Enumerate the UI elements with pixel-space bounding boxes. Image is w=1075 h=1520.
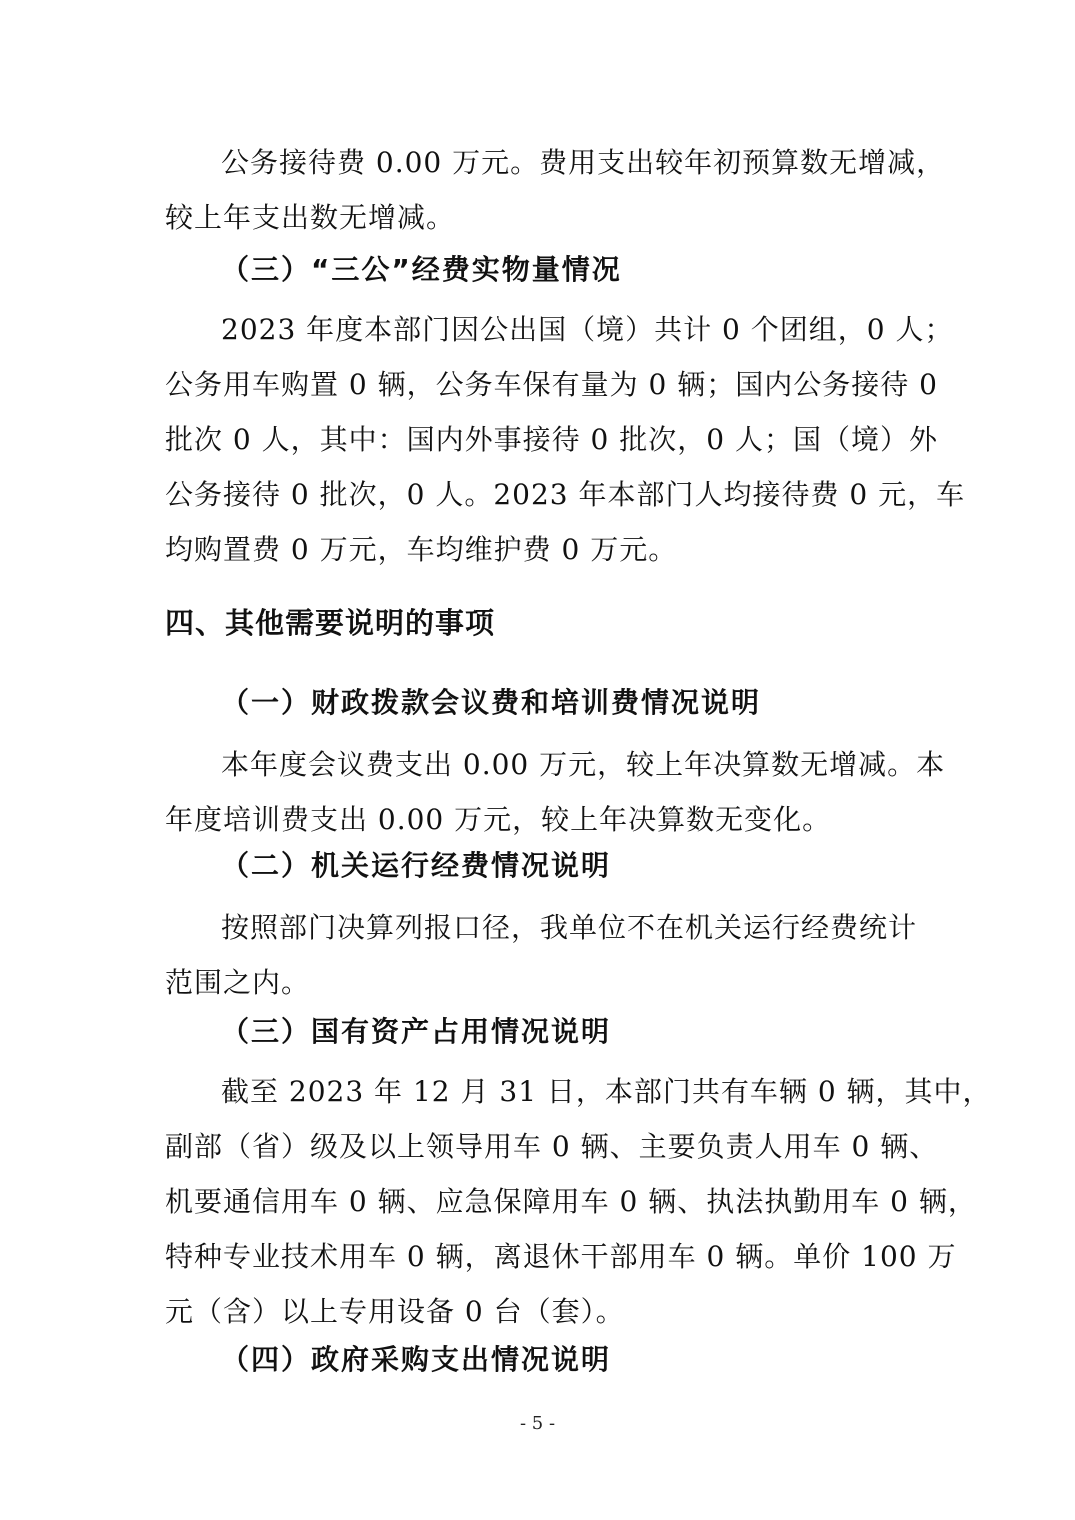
body-line: 公务接待 0 批次，0 人。2023 年本部门人均接待费 0 元，车 <box>165 478 966 511</box>
section-heading: 四、其他需要说明的事项 <box>165 606 496 640</box>
body-line: 截至 2023 年 12 月 31 日，本部门共有车辆 0 辆，其中， <box>221 1075 992 1108</box>
body-line: 按照部门决算列报口径，我单位不在机关运行经费统计 <box>221 911 918 944</box>
body-line: 均购置费 0 万元，车均维护费 0 万元。 <box>165 533 678 566</box>
section-subheading: （三）“三公”经费实物量情况 <box>221 253 622 286</box>
section-subheading: （一）财政拨款会议费和培训费情况说明 <box>221 686 762 719</box>
section-subheading: （二）机关运行经费情况说明 <box>221 849 612 882</box>
body-line: 范围之内。 <box>165 966 311 999</box>
body-line: 2023 年度本部门因公出国（境）共计 0 个团组，0 人； <box>221 313 954 346</box>
body-line: 较上年支出数无增减。 <box>165 201 456 234</box>
body-line: 批次 0 人，其中：国内外事接待 0 批次，0 人；国（境）外 <box>165 423 938 456</box>
body-line: 特种专业技术用车 0 辆，离退休干部用车 0 辆。单价 100 万 <box>165 1240 957 1273</box>
body-line: 公务用车购置 0 辆，公务车保有量为 0 辆；国内公务接待 0 <box>165 368 938 401</box>
section-subheading: （三）国有资产占用情况说明 <box>221 1015 612 1048</box>
section-subheading: （四）政府采购支出情况说明 <box>221 1343 612 1376</box>
body-line: 副部（省）级及以上领导用车 0 辆、主要负责人用车 0 辆、 <box>165 1130 939 1163</box>
body-line: 公务接待费 0.00 万元。费用支出较年初预算数无增减， <box>221 146 946 179</box>
body-line: 本年度会议费支出 0.00 万元，较上年决算数无增减。本 <box>221 748 946 781</box>
page-number: - 5 - <box>519 1413 556 1434</box>
body-line: 机要通信用车 0 辆、应急保障用车 0 辆、执法执勤用车 0 辆， <box>165 1185 977 1218</box>
body-line: 元（含）以上专用设备 0 台（套）。 <box>165 1295 625 1328</box>
body-line: 年度培训费支出 0.00 万元，较上年决算数无变化。 <box>165 803 832 836</box>
